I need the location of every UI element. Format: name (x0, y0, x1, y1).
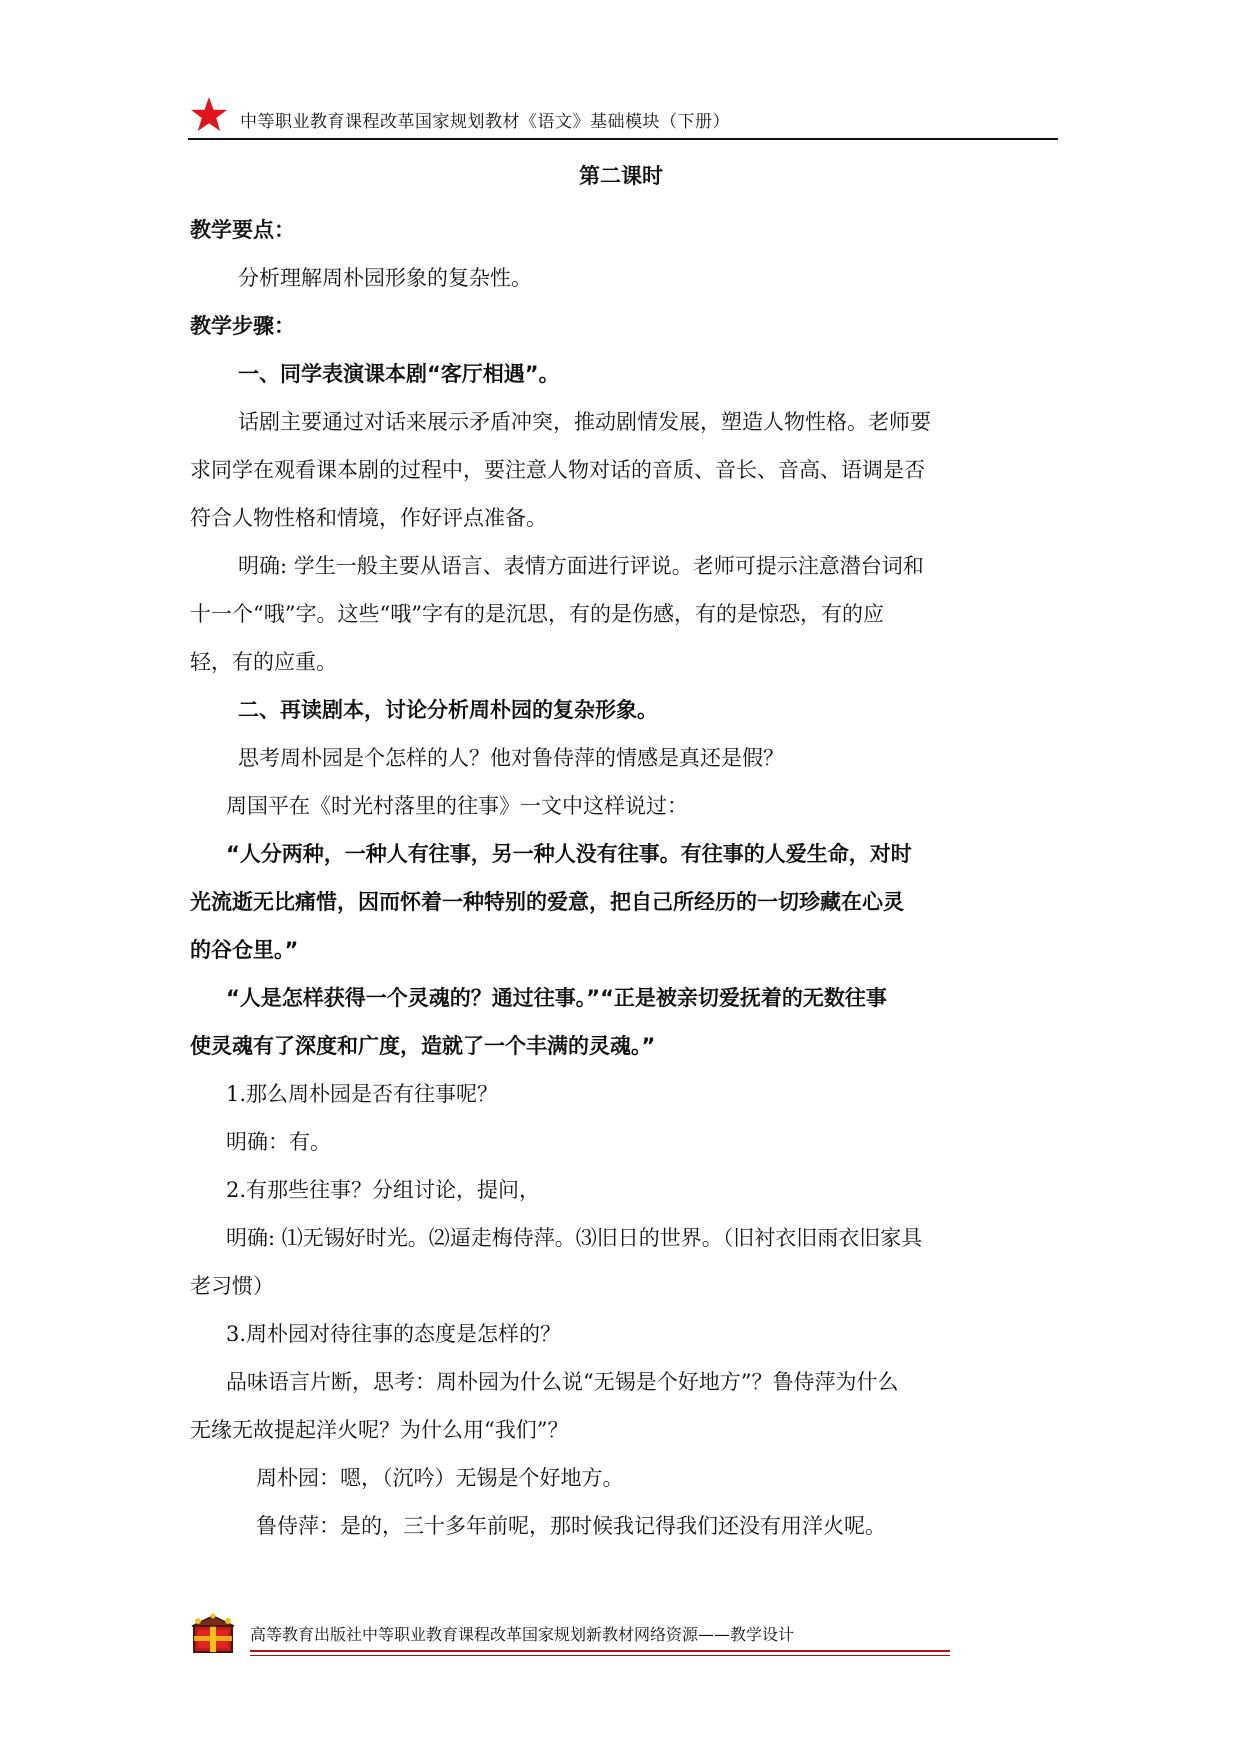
paragraph-line: 轻，有的应重。 (190, 650, 337, 674)
paragraph-line: 分析理解周朴园形象的复杂性。 (238, 266, 532, 290)
answer-line: 明确: ⑴无锡好时光。⑵逼走梅侍萍。⑶旧日的世界。（旧衬衣旧雨衣旧家具 (226, 1226, 923, 1250)
footer-rule-thin (250, 1655, 950, 1656)
page-header (188, 94, 1058, 140)
quote-line: “人分两种，一种人有往事，另一种人没有往事。有往事的人爱生命，对时 (226, 842, 912, 866)
paragraph-line: 品味语言片断，思考：周朴园为什么说“无锡是个好地方”？鲁侍萍为什么 (226, 1370, 899, 1394)
treasure-book-icon (188, 1612, 238, 1656)
page-footer (188, 1612, 988, 1662)
document-body (190, 158, 1052, 1550)
paragraph-line: 符合人物性格和情境，作好评点准备。 (190, 506, 547, 530)
question-line: 2.有那些往事？分组讨论，提问， (226, 1178, 541, 1202)
step-heading-2: 二、再读剧本，讨论分析周朴园的复杂形象。 (238, 698, 658, 722)
question-line: 3.周朴园对待往事的态度是怎样的？ (226, 1322, 562, 1346)
paragraph-line: 十一个“哦”字。这些“哦”字有的是沉思，有的是伤感，有的是惊恐，有的应 (190, 602, 884, 626)
paragraph-line: 话剧主要通过对话来展示矛盾冲突，推动剧情发展，塑造人物性格。老师要 (238, 410, 931, 434)
quote-line: 光流逝无比痛惜，因而怀着一种特别的爱意，把自己所经历的一切珍藏在心灵 (190, 890, 904, 914)
paragraph-line: 周国平在《时光村落里的往事》一文中这样说过： (226, 794, 688, 818)
answer-line: 老习惯） (190, 1274, 274, 1298)
footer-rule (250, 1650, 950, 1652)
section-heading-steps: 教学步骤： (190, 314, 295, 338)
section-heading-key-points: 教学要点： (190, 218, 295, 242)
quote-line: 使灵魂有了深度和广度，造就了一个丰满的灵魂。” (190, 1034, 656, 1058)
red-star-icon (190, 96, 228, 132)
dialogue-line: 周朴园：嗯，（沉吟）无锡是个好地方。 (256, 1466, 624, 1490)
quote-line: “人是怎样获得一个灵魂的？通过往事。”“正是被亲切爱抚着的无数往事 (226, 986, 887, 1010)
step-heading-1: 一、同学表演课本剧“客厅相遇”。 (238, 362, 560, 386)
quote-line: 的谷仓里。” (190, 938, 299, 962)
paragraph-line: 求同学在观看课本剧的过程中，要注意人物对话的音质、音长、音高、语调是否 (190, 458, 925, 482)
paragraph-line: 明确: 学生一般主要从语言、表情方面进行评说。老师可提示注意潜台词和 (238, 554, 924, 578)
paragraph-line: 无缘无故提起洋火呢？为什么用“我们”？ (190, 1418, 569, 1442)
paragraph-line: 思考周朴园是个怎样的人？他对鲁侍萍的情感是真还是假？ (238, 746, 784, 770)
question-line: 1.那么周朴园是否有往事呢？ (226, 1082, 499, 1106)
lesson-title: 第二课时 (579, 164, 663, 188)
footer-text: 高等教育出版社中等职业教育课程改革国家规划新教材网络资源——教学设计 (250, 1625, 795, 1644)
header-rule (188, 138, 1058, 140)
dialogue-line: 鲁侍萍：是的，三十多年前呢，那时候我记得我们还没有用洋火呢。 (256, 1514, 886, 1538)
header-title: 中等职业教育课程改革国家规划教材《语文》基础模块（下册） (240, 112, 730, 132)
answer-line: 明确：有。 (226, 1130, 331, 1154)
